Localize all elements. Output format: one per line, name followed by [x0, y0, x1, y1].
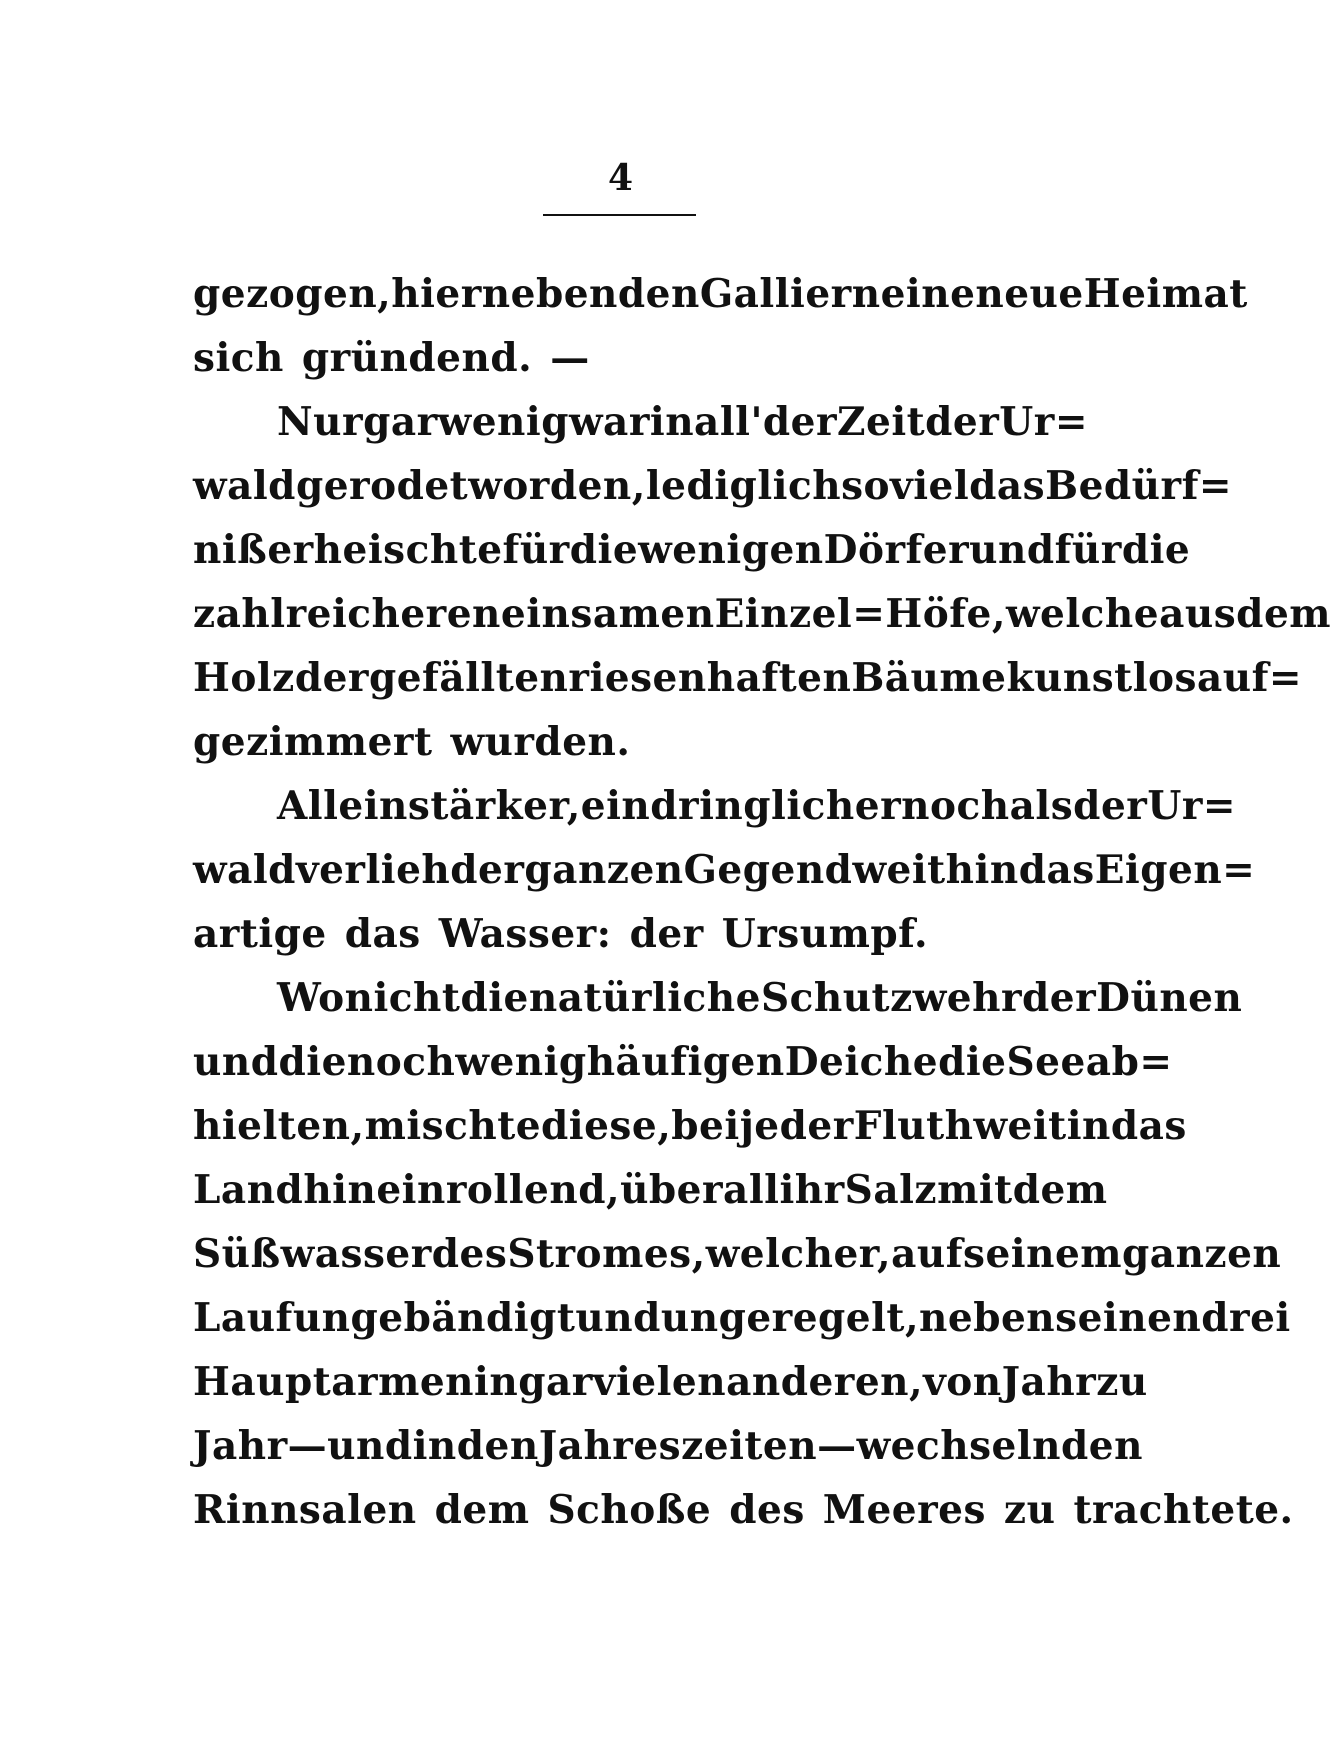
word: nicht [344, 975, 461, 1021]
word: Gegend [683, 847, 853, 893]
word: — [287, 1423, 328, 1469]
word: und [969, 527, 1055, 573]
text-line [193, 710, 1053, 774]
text-line [193, 646, 1303, 710]
word: all' [694, 399, 763, 445]
word: gezogen, [193, 271, 392, 317]
word: artige [193, 911, 327, 957]
word: worden, [468, 463, 646, 509]
word: in [412, 1423, 457, 1469]
word: für [1054, 527, 1122, 573]
word: einsamen [500, 591, 715, 637]
word: wurden. [450, 719, 631, 765]
word: für [502, 527, 570, 573]
word: die [1121, 527, 1191, 573]
word: weit [973, 1103, 1067, 1149]
word: die [460, 975, 529, 1021]
header-rule [543, 214, 696, 216]
text-line [193, 1094, 1187, 1158]
word: trachtete. [1073, 1487, 1294, 1533]
page-number: 4 [607, 157, 634, 199]
word: und [193, 1039, 279, 1085]
word: der [629, 911, 704, 957]
word: Heimat [1083, 271, 1248, 317]
word: das [344, 911, 421, 957]
word: gefällten [368, 655, 569, 701]
word: das [1018, 847, 1095, 893]
word: anderen, [726, 1359, 924, 1405]
word: Schutzwehr [760, 975, 1023, 1021]
word: in [649, 399, 695, 445]
word: der [450, 847, 525, 893]
word: soviel [841, 463, 970, 509]
word: lediglich [645, 463, 842, 509]
word: Jahreszeiten [538, 1423, 818, 1469]
word: erheischte [267, 527, 503, 573]
word: gar [363, 399, 438, 445]
text-line [193, 390, 1089, 454]
word: Jahr [1001, 1359, 1097, 1405]
word: des [431, 1231, 508, 1277]
text-line [193, 1350, 1148, 1414]
word: dem [434, 1487, 530, 1533]
word: eindringlicher [580, 783, 902, 829]
word: Rinnsalen [193, 1487, 417, 1533]
word: Meeres [822, 1487, 986, 1533]
text-line [193, 966, 1243, 1030]
body-text [193, 262, 1331, 1542]
word: Allein [277, 783, 408, 829]
word: Schoße [547, 1487, 712, 1533]
word: niß [193, 527, 268, 573]
word: neben [481, 271, 618, 317]
text-line [193, 774, 1237, 838]
word: Galliern [699, 271, 881, 317]
word: Wasser: [438, 911, 612, 957]
word: drei [1201, 1295, 1291, 1341]
word: sich [193, 335, 284, 381]
word: wenigen [638, 527, 824, 573]
word: dem [1012, 1167, 1108, 1213]
word: ungeregelt, [660, 1295, 920, 1341]
word: welche [1005, 591, 1160, 637]
word: gezimmert [193, 719, 433, 765]
word: See [1006, 1039, 1086, 1085]
word: der [1022, 975, 1097, 1021]
word: Ursumpf. [721, 911, 929, 957]
word: die [938, 1039, 1007, 1085]
word: mit [937, 1167, 1013, 1213]
word: Wo [277, 975, 345, 1021]
word: noch [346, 1039, 456, 1085]
word: Stromes, [507, 1231, 706, 1277]
word: Einzel=Höfe, [714, 591, 1006, 637]
word: diese, [541, 1103, 672, 1149]
word: das [1110, 1103, 1187, 1149]
word: jeder [739, 1103, 854, 1149]
word: zu [1096, 1359, 1148, 1405]
word: — [817, 1423, 857, 1469]
word: gerodet [295, 463, 469, 509]
word: welcher, [705, 1231, 892, 1277]
word: zahlreicheren [193, 591, 501, 637]
word: ihr [779, 1167, 845, 1213]
word: die [278, 1039, 347, 1085]
word: gründend. [301, 335, 533, 381]
word: noch [901, 783, 1010, 829]
word: Dünen [1096, 975, 1243, 1021]
word: Hauptarmen [193, 1359, 475, 1405]
text-line [193, 1158, 1108, 1222]
word: ganzen [1122, 1231, 1282, 1277]
text-line [193, 582, 1331, 646]
word: und [575, 1295, 661, 1341]
word: den [617, 271, 700, 317]
word: natürliche [528, 975, 761, 1021]
word: ab= [1085, 1039, 1173, 1085]
word: verlieh [295, 847, 451, 893]
text-line [193, 454, 1233, 518]
word: dem [1236, 591, 1331, 637]
word: seinen [1055, 1295, 1202, 1341]
word: und [327, 1423, 413, 1469]
word: der [294, 655, 369, 701]
text-line [193, 1030, 1173, 1094]
word: des [729, 1487, 805, 1533]
text-line [193, 1414, 1143, 1478]
word: von [923, 1359, 1002, 1405]
word: Salz [844, 1167, 938, 1213]
word: das [969, 463, 1046, 509]
word: zu [1003, 1487, 1056, 1533]
word: kunstlos [1006, 655, 1197, 701]
word: war [568, 399, 650, 445]
word: Süßwasser [193, 1231, 432, 1277]
text-line [193, 326, 1053, 390]
word: ganzen [524, 847, 684, 893]
word: der [762, 399, 838, 445]
word: Jahr [193, 1423, 288, 1469]
word: ungebändigt [292, 1295, 576, 1341]
word: Ur= [1147, 783, 1237, 829]
word: Bedürf= [1045, 463, 1233, 509]
word: wenig [437, 399, 569, 445]
word: Fluth [853, 1103, 974, 1149]
word: Zeit [837, 399, 926, 445]
word: hier [391, 271, 482, 317]
word: seinem [963, 1231, 1123, 1277]
word: wenig [455, 1039, 587, 1085]
word: Dörfer [823, 527, 970, 573]
word: in [1066, 1103, 1111, 1149]
word: wechselnden [856, 1423, 1143, 1469]
word: auf [891, 1231, 963, 1277]
word: die [569, 527, 639, 573]
text-line [193, 838, 1256, 902]
word: in [474, 1359, 519, 1405]
word: auf= [1196, 655, 1303, 701]
word: als [1009, 783, 1074, 829]
word: hinein [303, 1167, 446, 1213]
word: wald [193, 463, 296, 509]
word: aus [1159, 591, 1237, 637]
word: überall [620, 1167, 780, 1213]
word: Holz [193, 655, 295, 701]
word: Nur [277, 399, 364, 445]
text-line [193, 262, 1248, 326]
word: eine [880, 271, 976, 317]
word: der [925, 399, 1000, 445]
word: neben [919, 1295, 1056, 1341]
word: vielen [592, 1359, 727, 1405]
word: wald [193, 847, 296, 893]
word: den [456, 1423, 539, 1469]
word: der [1073, 783, 1148, 829]
word: Eigen= [1094, 847, 1256, 893]
text-line [193, 902, 1053, 966]
text-line [193, 1478, 1294, 1542]
word: hielten, [193, 1103, 365, 1149]
word: Deiche [784, 1039, 939, 1085]
word: häufigen [586, 1039, 785, 1085]
word: stärker, [407, 783, 581, 829]
word: bei [671, 1103, 740, 1149]
word: neue [975, 271, 1084, 317]
word: rollend, [445, 1167, 621, 1213]
word: — [550, 335, 590, 381]
text-line [193, 1286, 1291, 1350]
word: weithin [852, 847, 1019, 893]
word: riesenhaften [568, 655, 852, 701]
word: gar [518, 1359, 593, 1405]
text-line [193, 518, 1191, 582]
word: Bäume [851, 655, 1007, 701]
word: Ur= [999, 399, 1089, 445]
text-line [193, 1222, 1282, 1286]
word: Lauf [193, 1295, 293, 1341]
word: Land [193, 1167, 304, 1213]
word: mischte [364, 1103, 542, 1149]
